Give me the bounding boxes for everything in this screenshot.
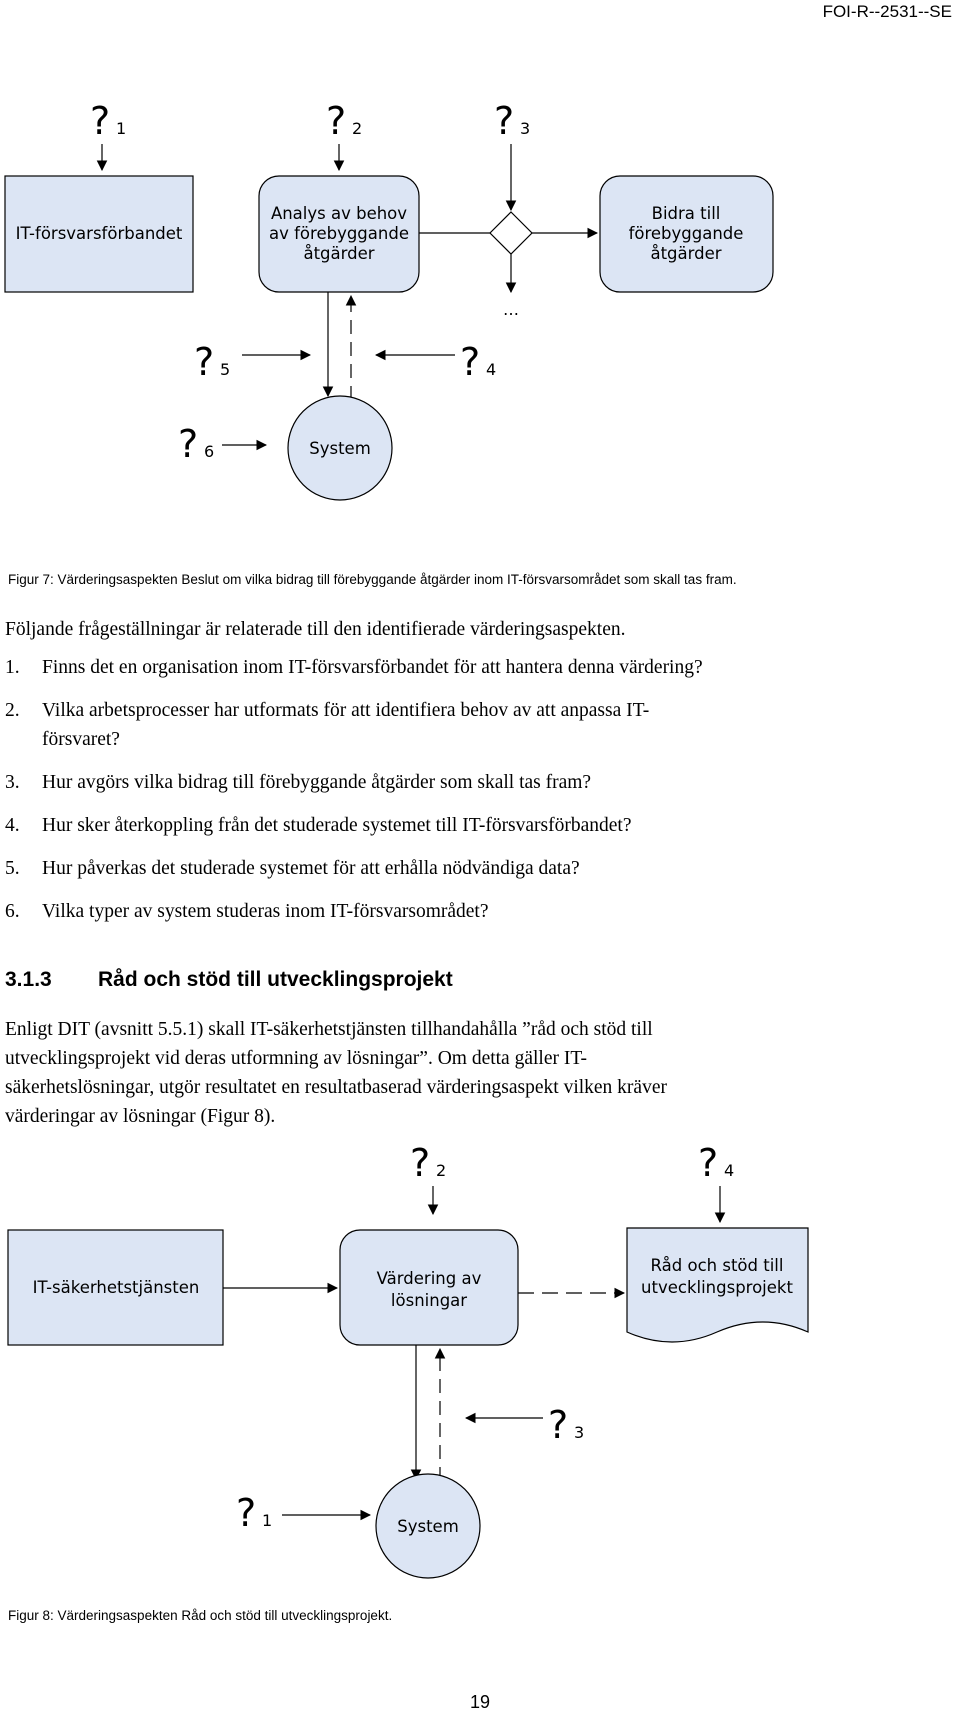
paragraph-line: säkerhetslösningar, utgör resultatet en resultatbaserad värderingsaspekt vilken kräver bbox=[5, 1077, 667, 1098]
list-item-text: Vilka arbetsprocesser har utformats för att identifiera behov av att anpassa IT- bbox=[42, 700, 650, 721]
document-rad-line1: Råd och stöd till bbox=[650, 1256, 784, 1275]
decision-diamond bbox=[490, 212, 532, 254]
section-number: 3.1.3 bbox=[5, 968, 52, 991]
system-label: System bbox=[309, 439, 371, 458]
question-1 bbox=[236, 1491, 272, 1535]
svg-text:3: 3 bbox=[574, 1423, 585, 1442]
list-item-number: 1. bbox=[5, 657, 20, 678]
svg-text:1: 1 bbox=[116, 119, 127, 138]
svg-text:5: 5 bbox=[220, 360, 231, 379]
list-item bbox=[5, 858, 580, 880]
svg-text:?: ? bbox=[460, 340, 481, 384]
section-heading bbox=[5, 968, 453, 992]
list-item-text: Hur påverkas det studerade systemet för att erhålla nödvändiga data? bbox=[42, 858, 580, 879]
list-item-text: Hur avgörs vilka bidrag till förebyggande åtgärder som skall tas fram? bbox=[42, 772, 592, 793]
figure-8-caption: Figur 8: Värderingsaspekten Råd och stöd till utvecklingsprojekt. bbox=[8, 1608, 393, 1623]
section-title: Råd och stöd till utvecklingsprojekt bbox=[98, 968, 453, 991]
svg-text:?: ? bbox=[410, 1141, 431, 1185]
paragraph-line: värderingar av lösningar (Figur 8). bbox=[5, 1106, 276, 1127]
list-item-number: 3. bbox=[5, 772, 20, 793]
list-item-number: 4. bbox=[5, 815, 20, 836]
svg-text:2: 2 bbox=[436, 1161, 447, 1180]
list-item-text: Vilka typer av system studeras inom IT-försvarsområdet? bbox=[42, 901, 489, 922]
list-item-continuation: försvaret? bbox=[42, 729, 120, 750]
box-analys-line2: av förebyggande bbox=[269, 224, 409, 243]
box-bidra-line1: Bidra till bbox=[651, 204, 721, 223]
svg-text:?: ? bbox=[548, 1403, 569, 1447]
svg-text:2: 2 bbox=[352, 119, 363, 138]
list-item-number: 6. bbox=[5, 901, 20, 922]
svg-text:?: ? bbox=[90, 99, 111, 143]
question-4 bbox=[698, 1141, 734, 1185]
document-id: FOI-R--2531--SE bbox=[822, 2, 952, 21]
system-label: System bbox=[397, 1517, 459, 1536]
svg-text:1: 1 bbox=[262, 1511, 273, 1530]
svg-text:?: ? bbox=[194, 340, 215, 384]
question-3 bbox=[494, 99, 530, 143]
document-rad-line2: utvecklingsprojekt bbox=[641, 1278, 793, 1297]
list-item bbox=[5, 901, 489, 923]
question-1 bbox=[90, 99, 126, 143]
page-number: 19 bbox=[469, 1692, 491, 1712]
svg-text:?: ? bbox=[178, 422, 199, 466]
box-vardering-line1: Värdering av bbox=[376, 1269, 482, 1288]
box-it-sakerhetstjansten-label: IT-säkerhetstjänsten bbox=[32, 1278, 200, 1297]
section-paragraph bbox=[5, 1015, 667, 1131]
figure-8-diagram bbox=[0, 1140, 960, 1610]
list-item-number: 5. bbox=[5, 858, 20, 879]
list-item bbox=[5, 815, 632, 837]
box-bidra-line2: förebyggande bbox=[628, 224, 744, 243]
question-5 bbox=[194, 340, 230, 384]
question-6 bbox=[178, 422, 214, 466]
list-item bbox=[5, 772, 591, 794]
box-analys-line1: Analys av behov bbox=[270, 204, 408, 223]
figure-7-caption: Figur 7: Värderingsaspekten Beslut om vilka bidrag till förebyggande åtgärder inom IT-försvarsområdet som skall tas fram. bbox=[8, 572, 737, 587]
svg-text:4: 4 bbox=[486, 360, 497, 379]
paragraph-line: utvecklingsprojekt vid deras utformning av lösningar”. Om detta gäller IT- bbox=[5, 1048, 587, 1069]
paragraph-line: Enligt DIT (avsnitt 5.5.1) skall IT-säkerhetstjänsten tillhandahålla ”råd och stöd till bbox=[5, 1019, 653, 1040]
box-bidra-line3: åtgärder bbox=[650, 244, 722, 263]
svg-text:4: 4 bbox=[724, 1161, 735, 1180]
box-vardering-line2: lösningar bbox=[390, 1291, 468, 1310]
list-item bbox=[5, 657, 703, 679]
svg-text:6: 6 bbox=[204, 442, 215, 461]
list-item-number: 2. bbox=[5, 700, 20, 721]
question-2 bbox=[410, 1141, 446, 1185]
question-2 bbox=[326, 99, 362, 143]
svg-text:?: ? bbox=[494, 99, 515, 143]
box-analys-line3: åtgärder bbox=[303, 244, 375, 263]
list-item-text: Finns det en organisation inom IT-försvarsförbandet för att hantera denna värdering? bbox=[42, 657, 703, 678]
box-it-forsvarsforbandet-label: IT-försvarsförbandet bbox=[15, 224, 183, 243]
question-4 bbox=[460, 340, 496, 384]
list-item bbox=[5, 700, 649, 722]
svg-text:?: ? bbox=[326, 99, 347, 143]
ellipsis: … bbox=[503, 300, 519, 319]
svg-text:3: 3 bbox=[520, 119, 531, 138]
question-3 bbox=[548, 1403, 584, 1447]
svg-text:?: ? bbox=[236, 1491, 257, 1535]
svg-text:?: ? bbox=[698, 1141, 719, 1185]
list-item-text: Hur sker återkoppling från det studerade systemet till IT-försvarsförbandet? bbox=[42, 815, 632, 836]
intro-paragraph: Följande frågeställningar är relaterade till den identifierade värderingsaspekten. bbox=[5, 619, 626, 640]
figure-7-diagram bbox=[0, 90, 960, 520]
